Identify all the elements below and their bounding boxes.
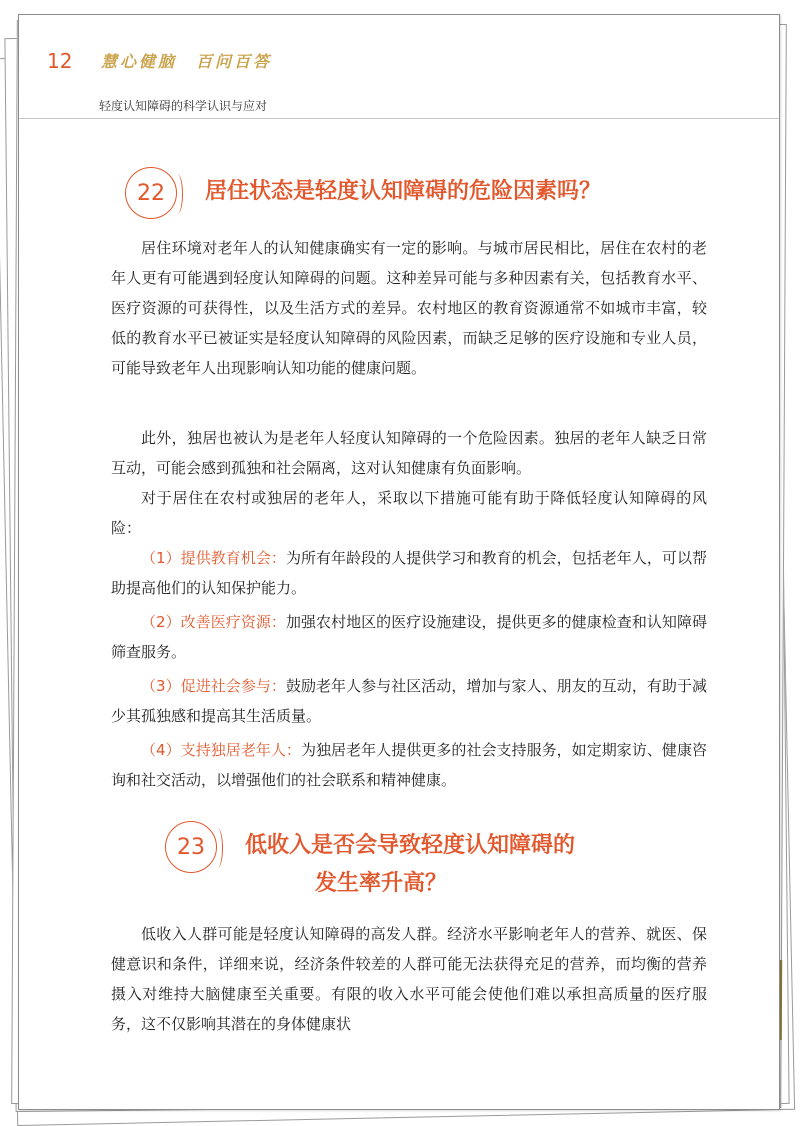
question-title-line1: 低收入是否会导致轻度认知障碍的 [245,833,576,858]
book-page [18,14,780,1110]
series-title: 慧心健脑 百问百答 [101,52,273,71]
body-paragraph: 此外，独居也被认为是老年人轻度认知障碍的一个危险因素。独居的老年人缺乏日常互动，可能会感到孤独和社会隔离，这对认知健康有负面影响。 [111,429,707,477]
body-paragraph: 对于居住在农村或独居的老年人，采取以下措施可能有助于降低轻度认知障碍的风险： [111,489,707,537]
list-item [111,671,707,731]
body-paragraph: 低收入人群可能是轻度认知障碍的高发人群。经济水平影响老年人的营养、就医、保健意识和条件，详细来说，经济条件较差的人群可能无法获得充足的营养，而均衡的营养摄入对维持大脑健康至关重要。有限的收入水平可能会使他们难以承担高质量的医疗服务，这不仅影响其潜在的身体健康状 [111,925,707,1033]
question-number-badge: 22 [125,167,177,219]
question-number-badge: 23 [165,821,217,873]
question-title-line2: 发生率升高？ [315,871,448,896]
list-item-label: （2）改善医疗资源： [141,613,286,631]
page-number: 12 [47,49,73,73]
list-item [111,607,707,667]
list-item-text: 鼓励老年人参与社区活动，增加与家人、朋友的互动，有助于减少其孤独感和提高其生活质量。 [111,677,707,725]
book-subtitle: 轻度认知障碍的科学认识与应对 [99,99,268,113]
list-item-text: 加强农村地区的医疗设施建设，提供更多的健康检查和认知障碍筛查服务。 [111,613,707,661]
body-paragraph: 居住环境对老年人的认知健康确实有一定的影响。与城市居民相比，居住在农村的老年人更有可能遇到轻度认知障碍的问题。这种差异可能与多种因素有关，包括教育水平、医疗资源的可获得性，以及生活方式的差异。农村地区的教育资源通常不如城市丰富，较低的教育水平已被证实是轻度认知障碍的风险因素，而缺乏足够的医疗设施和专业人员，可能导致老年人出现影响认知功能的健康问题。 [111,239,707,377]
list-item-label: （1）提供教育机会： [141,549,286,567]
list-item-label: （3）促进社会参与： [141,677,286,695]
list-item-text: 为所有年龄段的人提供学习和教育的机会，包括老年人，可以帮助提高他们的认知保护能力。 [111,549,707,597]
list-item [111,543,707,603]
list-item-text: 为独居老年人提供更多的社会支持服务，如定期家访、健康咨询和社交活动，以增强他们的社会联系和精神健康。 [111,741,707,789]
list-item-label: （4）支持独居老年人： [141,741,301,759]
list-item [111,735,707,795]
question-title: 居住状态是轻度认知障碍的危险因素吗？ [205,179,602,204]
header-divider [19,118,779,119]
